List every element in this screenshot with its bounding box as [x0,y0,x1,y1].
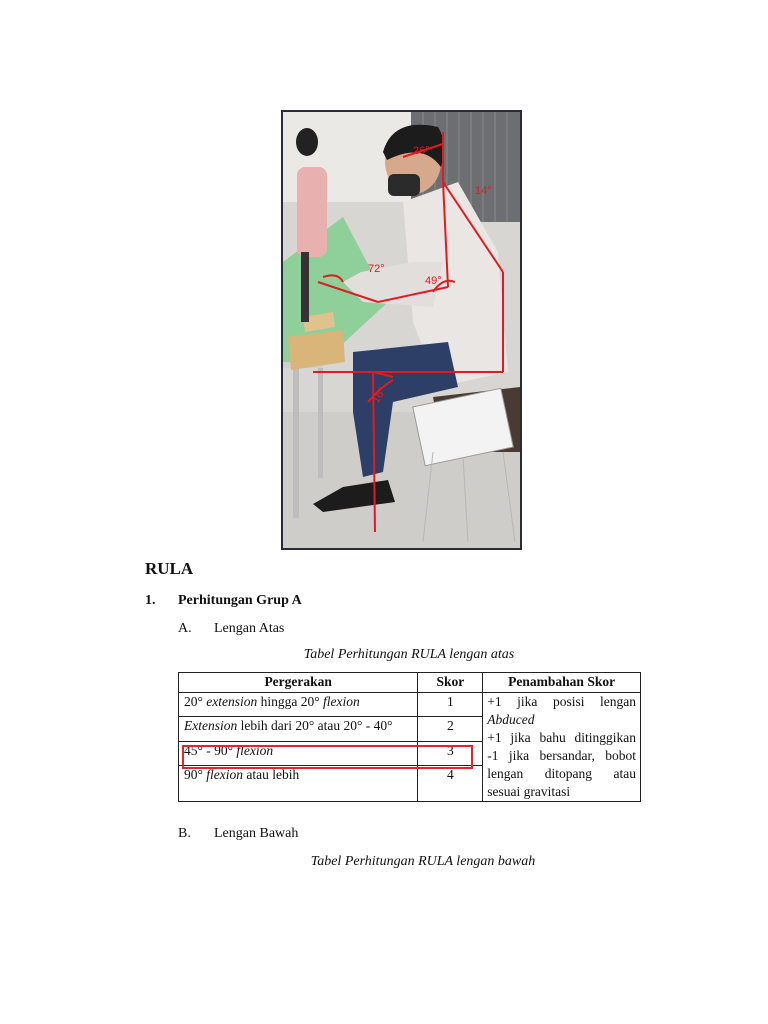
desk-leg [293,368,299,518]
background-person-leg [301,252,309,322]
movement-text: Extension [184,718,238,734]
angle-label-leg: 16° [370,385,389,406]
movement-text: extension [206,694,258,709]
section-title: Perhitungan Grup A [178,593,302,608]
background-person [297,167,327,257]
score-cell: 2 [418,717,483,741]
movement-cell [179,693,418,717]
additional-score-cell [483,693,641,802]
movement-text: flexion [323,694,360,709]
subsection-b-letter: B. [178,826,191,841]
section-number: 1. [145,593,156,608]
background-person-head [296,128,318,156]
movement-text: lebih dari 20° atau 20° - 40° [237,718,393,734]
angle-label-neck: 26° [413,145,430,157]
highlight-box [182,742,473,769]
additional-score-line: lengan ditopang atau [487,766,636,781]
score-cell: 3 [418,741,483,765]
movement-cell [179,717,418,741]
angle-label-trunk: 14° [475,185,492,197]
score-cell: 4 [418,766,483,802]
header-pergerakan: Pergerakan [179,673,418,693]
movement-text: hingga 20° [257,694,324,709]
subsection-a-title: Lengan Atas [214,621,285,636]
header-penambahan-skor: Penambahan Skor [483,673,641,693]
score-cell: 1 [418,693,483,717]
posture-photo-illustration [283,112,520,548]
movement-cell [179,766,418,802]
subsection-a-letter: A. [178,621,192,636]
table-row [179,693,641,717]
person-mask [388,174,420,196]
movement-text: flexion [206,767,244,782]
table-header-row [179,673,641,693]
movement-text: atau lebih [243,767,300,782]
posture-photo [281,110,522,550]
movement-text: 90° [184,767,207,782]
movement-text: 20° [184,694,207,709]
movement-text: 45° - 90° [184,742,237,758]
additional-score-line: Abduced [487,712,535,727]
angle-label-lower-arm: 72° [368,263,385,275]
angle-label-upper-arm: 49° [425,275,442,287]
desk-leg [318,368,323,478]
table2-caption: Tabel Perhitungan RULA lengan bawah [310,854,536,869]
additional-score-line: +1 jika posisi lengan [487,694,636,709]
subsection-b-title: Lengan Bawah [214,826,299,841]
additional-score-line: -1 jika bersandar, bobot [487,748,636,763]
additional-score-line: sesuai gravitasi [487,784,571,799]
page-heading: RULA [145,559,194,578]
movement-text: flexion [236,742,274,758]
rula-upper-arm-table [178,672,641,802]
table1-caption: Tabel Perhitungan RULA lengan atas [303,647,515,662]
header-skor: Skor [418,673,483,693]
additional-score-line: +1 jika bahu ditinggikan [487,730,636,745]
